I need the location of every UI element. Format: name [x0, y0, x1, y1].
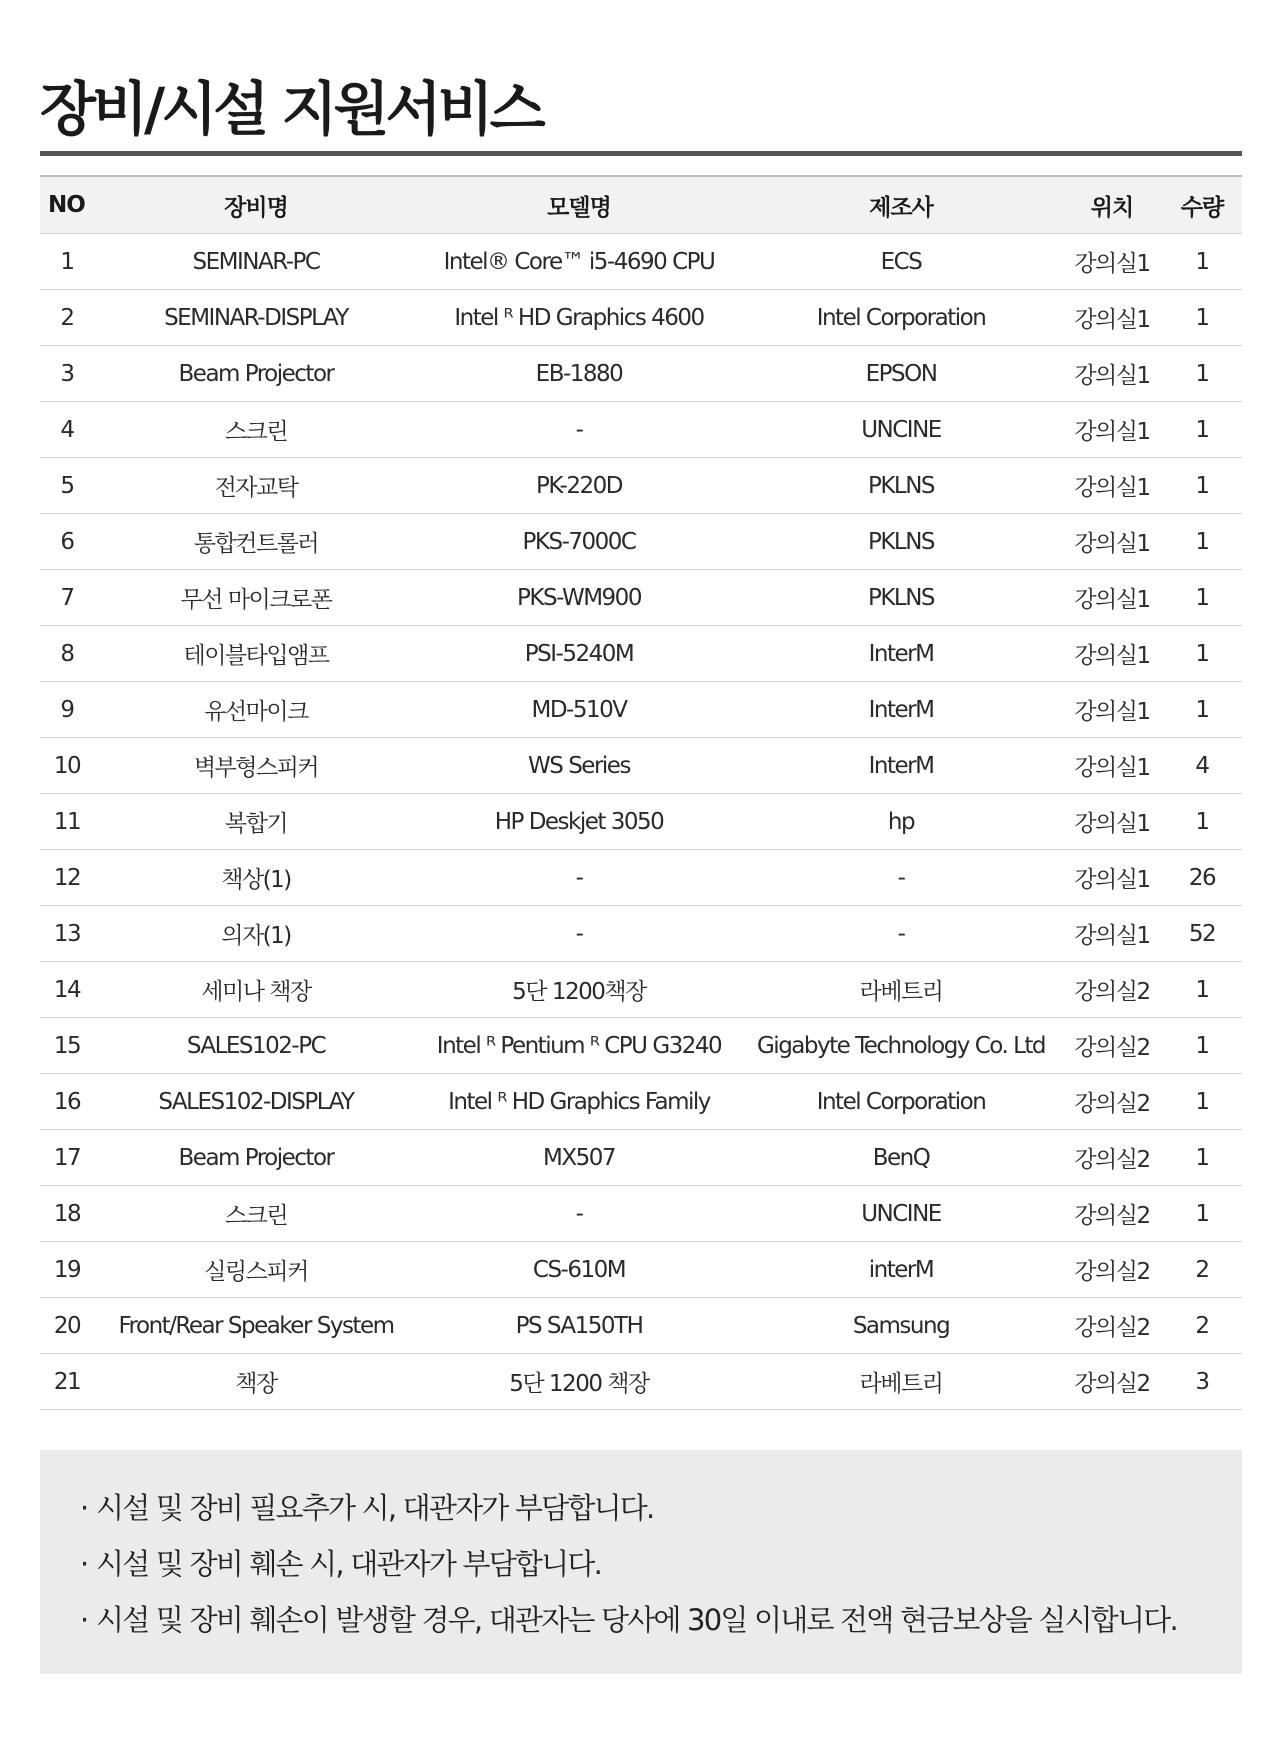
cell-name: 책상(1): [94, 850, 418, 906]
cell-name: 복합기: [94, 794, 418, 850]
cell-maker: PKLNS: [740, 570, 1062, 626]
cell-maker: InterM: [740, 738, 1062, 794]
table-row: [40, 626, 1242, 682]
cell-location: 강의실1: [1062, 850, 1162, 906]
cell-maker: -: [740, 906, 1062, 962]
cell-quantity: 1: [1162, 290, 1242, 346]
cell-maker: PKLNS: [740, 458, 1062, 514]
cell-location: 강의실1: [1062, 458, 1162, 514]
cell-name: 전자교탁: [94, 458, 418, 514]
cell-quantity: 2: [1162, 1242, 1242, 1298]
cell-name: Beam Projector: [94, 346, 418, 402]
cell-maker: Intel Corporation: [740, 1074, 1062, 1130]
table-row: [40, 1242, 1242, 1298]
cell-quantity: 1: [1162, 1018, 1242, 1074]
cell-quantity: 1: [1162, 570, 1242, 626]
cell-no: 16: [40, 1074, 94, 1130]
header-no: NO: [40, 176, 94, 234]
cell-model: -: [418, 850, 740, 906]
cell-quantity: 26: [1162, 850, 1242, 906]
cell-name: SALES102-DISPLAY: [94, 1074, 418, 1130]
cell-quantity: 2: [1162, 1298, 1242, 1354]
header-model: 모델명: [418, 176, 740, 234]
cell-model: PK-220D: [418, 458, 740, 514]
cell-maker: 라베트리: [740, 962, 1062, 1018]
cell-quantity: 1: [1162, 234, 1242, 290]
cell-location: 강의실2: [1062, 1130, 1162, 1186]
note-text: 시설 및 장비 훼손이 발생할 경우, 대관자는 당사에 30일 이내로 전액 현금보상을 실시합니다.: [96, 1603, 1177, 1637]
cell-name: 유선마이크: [94, 682, 418, 738]
cell-model: WS Series: [418, 738, 740, 794]
cell-no: 3: [40, 346, 94, 402]
cell-maker: Gigabyte Technology Co. Ltd: [740, 1018, 1062, 1074]
table-row: [40, 738, 1242, 794]
cell-location: 강의실1: [1062, 906, 1162, 962]
cell-no: 6: [40, 514, 94, 570]
cell-model: EB-1880: [418, 346, 740, 402]
table-row: [40, 850, 1242, 906]
table-row: [40, 458, 1242, 514]
cell-model: CS-610M: [418, 1242, 740, 1298]
table-row: [40, 794, 1242, 850]
cell-quantity: 1: [1162, 346, 1242, 402]
note-bullet: ·: [80, 1547, 88, 1581]
cell-quantity: 1: [1162, 458, 1242, 514]
table-body: [40, 234, 1242, 1410]
cell-location: 강의실1: [1062, 794, 1162, 850]
cell-no: 7: [40, 570, 94, 626]
cell-location: 강의실1: [1062, 626, 1162, 682]
cell-no: 1: [40, 234, 94, 290]
cell-name: Beam Projector: [94, 1130, 418, 1186]
cell-maker: UNCINE: [740, 402, 1062, 458]
cell-location: 강의실1: [1062, 290, 1162, 346]
notes-box: [40, 1450, 1242, 1674]
cell-no: 14: [40, 962, 94, 1018]
table-row: [40, 346, 1242, 402]
cell-name: 세미나 책장: [94, 962, 418, 1018]
table-row: [40, 1298, 1242, 1354]
cell-name: SALES102-PC: [94, 1018, 418, 1074]
header-maker: 제조사: [740, 176, 1062, 234]
cell-name: 벽부형스피커: [94, 738, 418, 794]
cell-model: PKS-7000C: [418, 514, 740, 570]
cell-name: 통합컨트롤러: [94, 514, 418, 570]
header-name: 장비명: [94, 176, 418, 234]
cell-maker: ECS: [740, 234, 1062, 290]
cell-name: SEMINAR-DISPLAY: [94, 290, 418, 346]
cell-quantity: 1: [1162, 1130, 1242, 1186]
cell-no: 8: [40, 626, 94, 682]
note-bullet: ·: [80, 1491, 88, 1525]
cell-name: 실링스피커: [94, 1242, 418, 1298]
cell-quantity: 52: [1162, 906, 1242, 962]
cell-model: 5단 1200책장: [418, 962, 740, 1018]
cell-name: 스크린: [94, 402, 418, 458]
table-row: [40, 290, 1242, 346]
table-row: [40, 906, 1242, 962]
cell-quantity: 1: [1162, 402, 1242, 458]
cell-quantity: 1: [1162, 514, 1242, 570]
cell-location: 강의실1: [1062, 346, 1162, 402]
cell-maker: EPSON: [740, 346, 1062, 402]
cell-location: 강의실1: [1062, 738, 1162, 794]
cell-quantity: 1: [1162, 682, 1242, 738]
table-header: [40, 176, 1242, 234]
cell-location: 강의실2: [1062, 1242, 1162, 1298]
header-quantity: 수량: [1162, 176, 1242, 234]
header-row: [40, 176, 1242, 234]
table-row: [40, 570, 1242, 626]
cell-model: Intel ᴿ Pentium ᴿ CPU G3240: [418, 1018, 740, 1074]
cell-location: 강의실1: [1062, 514, 1162, 570]
table-row: [40, 234, 1242, 290]
note-item: [80, 1592, 1242, 1648]
cell-location: 강의실2: [1062, 1354, 1162, 1410]
cell-maker: InterM: [740, 682, 1062, 738]
cell-quantity: 1: [1162, 962, 1242, 1018]
cell-name: SEMINAR-PC: [94, 234, 418, 290]
table-row: [40, 962, 1242, 1018]
cell-quantity: 1: [1162, 1074, 1242, 1130]
cell-name: 책장: [94, 1354, 418, 1410]
table-row: [40, 682, 1242, 738]
table-row: [40, 1186, 1242, 1242]
cell-quantity: 4: [1162, 738, 1242, 794]
table-row: [40, 1018, 1242, 1074]
cell-name: 의자(1): [94, 906, 418, 962]
cell-location: 강의실1: [1062, 682, 1162, 738]
cell-location: 강의실1: [1062, 570, 1162, 626]
cell-no: 17: [40, 1130, 94, 1186]
page-title: 장비/시설 지원서비스: [40, 75, 542, 143]
cell-model: MX507: [418, 1130, 740, 1186]
cell-no: 10: [40, 738, 94, 794]
cell-maker: InterM: [740, 626, 1062, 682]
cell-quantity: 1: [1162, 794, 1242, 850]
cell-model: MD-510V: [418, 682, 740, 738]
cell-name: 스크린: [94, 1186, 418, 1242]
header-location: 위치: [1062, 176, 1162, 234]
note-item: [80, 1480, 1242, 1536]
cell-quantity: 1: [1162, 626, 1242, 682]
cell-model: PSI-5240M: [418, 626, 740, 682]
cell-location: 강의실2: [1062, 1018, 1162, 1074]
cell-name: Front/Rear Speaker System: [94, 1298, 418, 1354]
cell-maker: hp: [740, 794, 1062, 850]
cell-name: 무선 마이크로폰: [94, 570, 418, 626]
cell-model: HP Deskjet 3050: [418, 794, 740, 850]
cell-no: 9: [40, 682, 94, 738]
note-bullet: ·: [80, 1603, 88, 1637]
cell-no: 21: [40, 1354, 94, 1410]
cell-maker: Intel Corporation: [740, 290, 1062, 346]
cell-model: PKS-WM900: [418, 570, 740, 626]
cell-maker: -: [740, 850, 1062, 906]
cell-no: 13: [40, 906, 94, 962]
table-row: [40, 402, 1242, 458]
table-row: [40, 1074, 1242, 1130]
cell-location: 강의실1: [1062, 234, 1162, 290]
cell-model: Intel ᴿ HD Graphics Family: [418, 1074, 740, 1130]
cell-location: 강의실1: [1062, 402, 1162, 458]
cell-model: 5단 1200 책장: [418, 1354, 740, 1410]
cell-model: Intel® Core™ i5-4690 CPU: [418, 234, 740, 290]
title-divider: [40, 151, 1242, 156]
cell-location: 강의실2: [1062, 962, 1162, 1018]
cell-location: 강의실2: [1062, 1074, 1162, 1130]
cell-no: 20: [40, 1298, 94, 1354]
cell-model: -: [418, 402, 740, 458]
cell-maker: 라베트리: [740, 1354, 1062, 1410]
equipment-table: [40, 175, 1242, 1410]
cell-model: -: [418, 1186, 740, 1242]
cell-quantity: 3: [1162, 1354, 1242, 1410]
cell-maker: interM: [740, 1242, 1062, 1298]
note-text: 시설 및 장비 필요추가 시, 대관자가 부담합니다.: [96, 1491, 654, 1525]
cell-no: 15: [40, 1018, 94, 1074]
cell-maker: UNCINE: [740, 1186, 1062, 1242]
table-row: [40, 1130, 1242, 1186]
cell-maker: PKLNS: [740, 514, 1062, 570]
cell-no: 4: [40, 402, 94, 458]
table-row: [40, 1354, 1242, 1410]
cell-no: 18: [40, 1186, 94, 1242]
cell-model: Intel ᴿ HD Graphics 4600: [418, 290, 740, 346]
table-row: [40, 514, 1242, 570]
cell-model: PS SA150TH: [418, 1298, 740, 1354]
cell-maker: Samsung: [740, 1298, 1062, 1354]
cell-no: 11: [40, 794, 94, 850]
cell-name: 테이블타입앰프: [94, 626, 418, 682]
note-text: 시설 및 장비 훼손 시, 대관자가 부담합니다.: [96, 1547, 601, 1581]
cell-location: 강의실2: [1062, 1186, 1162, 1242]
cell-location: 강의실2: [1062, 1298, 1162, 1354]
cell-no: 5: [40, 458, 94, 514]
note-item: [80, 1536, 1242, 1592]
cell-maker: BenQ: [740, 1130, 1062, 1186]
cell-no: 19: [40, 1242, 94, 1298]
cell-no: 12: [40, 850, 94, 906]
cell-no: 2: [40, 290, 94, 346]
cell-quantity: 1: [1162, 1186, 1242, 1242]
cell-model: -: [418, 906, 740, 962]
